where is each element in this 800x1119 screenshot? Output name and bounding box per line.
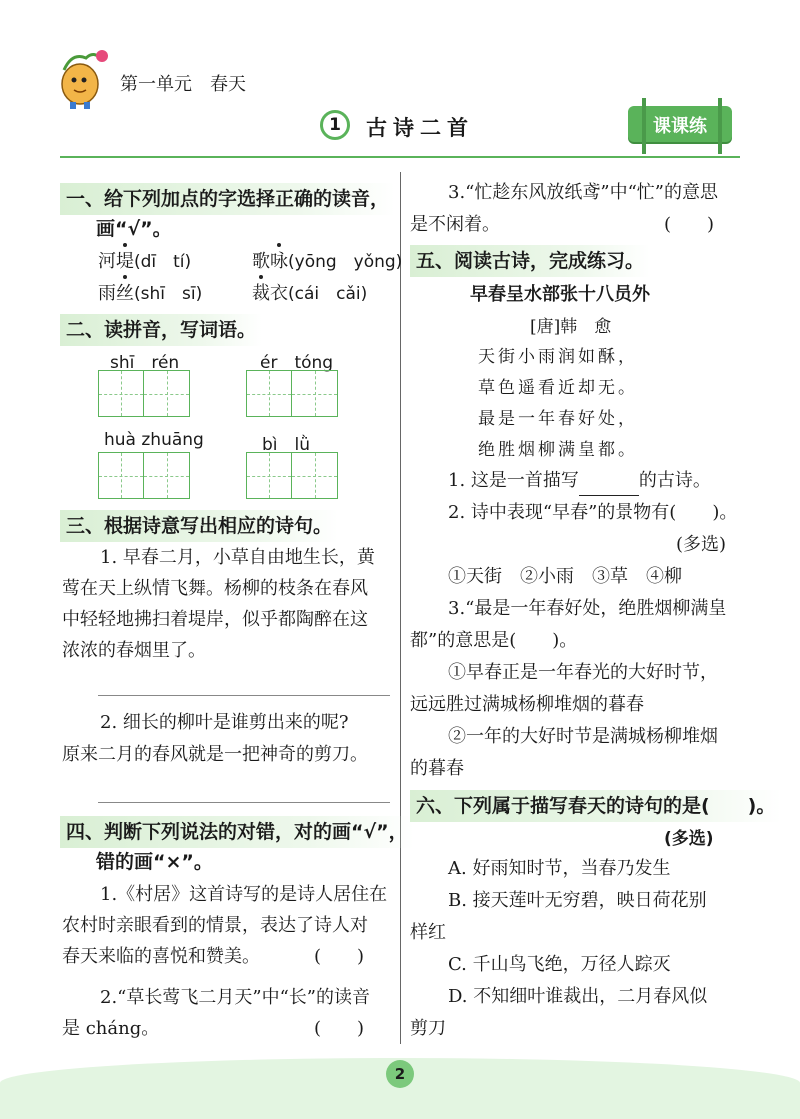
fill-blank[interactable] <box>579 477 639 496</box>
section3-title: 三、根据诗意写出相应的诗句。 <box>60 510 338 542</box>
pinyin-label-2: ér tóng <box>260 353 334 373</box>
s4-q1-line2: 农村时亲眼看到的情景，表达了诗人对 <box>62 915 368 936</box>
column-divider <box>400 172 401 1044</box>
s5-q1: 1. 这是一首描写 的古诗。 <box>448 466 711 496</box>
dotted-char: 裁 <box>252 279 270 309</box>
s6-option-d-line1: D. 不知细叶谁裁出，二月春风似 <box>448 986 708 1007</box>
s5-q2-note: (多选) <box>676 534 727 555</box>
s6-option-a: A. 好雨知时节，当春乃发生 <box>448 858 671 879</box>
s4-q3-line1: 3.“忙趁东风放纸鸢”中“忙”的意思 <box>448 182 718 203</box>
poem-author: [唐]韩 愈 <box>530 317 612 337</box>
s5-q2-options: ①天街 ②小雨 ③草 ④柳 <box>448 566 682 587</box>
poem-title: 早春呈水部张十八员外 <box>470 284 650 305</box>
dotted-char: 丝 <box>116 279 134 309</box>
s5-q2: 2. 诗中表现“早春”的景物有( )。 <box>448 502 738 523</box>
dotted-char: 堤 <box>116 247 134 277</box>
writing-grid-4[interactable] <box>246 452 338 499</box>
section4-title-line2: 错的画“×”。 <box>96 851 213 873</box>
lesson-title: 古诗二首 <box>366 116 474 140</box>
s4-q1-line3: 春天来临的喜悦和赞美。 <box>62 946 260 967</box>
unit-label: 第一单元 春天 <box>120 74 246 95</box>
pinyin-label-1: shī rén <box>110 353 180 373</box>
header-rule <box>60 156 740 158</box>
s5-q3-line2: 都”的意思是( )。 <box>410 630 578 651</box>
s4-q2-line1: 2.“草长莺飞二月天”中“长”的读音 <box>100 987 370 1008</box>
page-number: 2 <box>394 1065 406 1083</box>
poem-line-2: 草色遥看近却无。 <box>478 378 638 398</box>
s3-q1-line2: 莺在天上纵情飞舞。杨柳的枝条在春风 <box>62 578 368 599</box>
section4-title: 四、判断下列说法的对错，对的画“√”， <box>60 816 414 848</box>
poem-line-1: 天街小雨润如酥， <box>478 347 638 367</box>
s4-q2-answer-paren[interactable]: ( ) <box>314 1018 365 1039</box>
page-number-badge <box>386 1060 414 1088</box>
s3-q1-line1: 1. 早春二月，小草自由地生长，黄 <box>100 547 375 568</box>
s3-q1-line3: 中轻轻地拂扫着堤岸，似乎都陶醉在这 <box>62 609 368 630</box>
section1-title-line2: 画“√”。 <box>96 218 172 240</box>
s3-q2-line1: 2. 细长的柳叶是谁剪出来的呢? <box>100 712 349 733</box>
pronunciation-item-4: 裁衣(cái cǎi) <box>252 279 367 309</box>
writing-grid-1[interactable] <box>98 370 190 417</box>
writing-grid-2[interactable] <box>246 370 338 417</box>
s3-q1-line4: 浓浓的春烟里了。 <box>62 640 206 661</box>
s4-q1-line1: 1.《村居》这首诗写的是诗人居住在 <box>100 884 388 905</box>
s5-q3-opt2-line1: ②一年的大好时节是满城杨柳堆烟 <box>448 726 718 747</box>
answer-line-2[interactable] <box>98 802 390 803</box>
section1-title: 一、给下列加点的字选择正确的读音， <box>60 183 395 215</box>
writing-grid-3[interactable] <box>98 452 190 499</box>
lesson-number-badge <box>320 110 350 140</box>
s5-q3-opt2-line2: 的暮春 <box>410 758 464 779</box>
pronunciation-item-2: 歌咏(yōng yǒng) <box>252 247 402 277</box>
pronunciation-item-1: 河堤(dī tí) <box>98 247 191 277</box>
tag-label: 课课练 <box>653 116 707 137</box>
s5-q3-opt1-line2: 远远胜过满城杨柳堆烟的暮春 <box>410 694 644 715</box>
lesson-number: 1 <box>329 115 341 135</box>
s4-q1-answer-paren[interactable]: ( ) <box>314 946 365 967</box>
s6-note: (多选) <box>664 829 714 849</box>
pinyin-label-3: huà zhuāng <box>104 430 204 450</box>
section6-title: 六、下列属于描写春天的诗句的是( )。 <box>410 790 781 822</box>
poem-line-4: 绝胜烟柳满皇都。 <box>478 440 638 460</box>
pinyin-label-4: bì lǜ <box>262 435 311 455</box>
section5-title: 五、阅读古诗，完成练习。 <box>410 245 650 277</box>
s6-option-b-line2: 样红 <box>410 922 446 943</box>
s4-q2-line2: 是 cháng。 <box>62 1018 160 1039</box>
s6-option-b-line1: B. 接天莲叶无穷碧，映日荷花别 <box>448 890 707 911</box>
s6-option-c: C. 千山鸟飞绝，万径人踪灭 <box>448 954 671 975</box>
s3-q2-line2: 原来二月的春风就是一把神奇的剪刀。 <box>62 744 368 765</box>
tag-badge <box>628 106 732 142</box>
poem-line-3: 最是一年春好处， <box>478 409 638 429</box>
s4-q3-answer-paren[interactable]: ( ) <box>664 214 715 235</box>
dotted-char: 咏 <box>270 247 288 277</box>
s5-q3-opt1-line1: ①早春正是一年春光的大好时节， <box>448 662 718 683</box>
pronunciation-item-3: 雨丝(shī sī) <box>98 279 202 309</box>
answer-line-1[interactable] <box>98 695 390 696</box>
s6-option-d-line2: 剪刀 <box>410 1018 446 1039</box>
section2-title: 二、读拼音，写词语。 <box>60 314 262 346</box>
mascot-icon <box>50 44 114 110</box>
s4-q3-line2: 是不闲着。 <box>410 214 500 235</box>
s5-q3-line1: 3.“最是一年春好处，绝胜烟柳满皇 <box>448 598 727 619</box>
